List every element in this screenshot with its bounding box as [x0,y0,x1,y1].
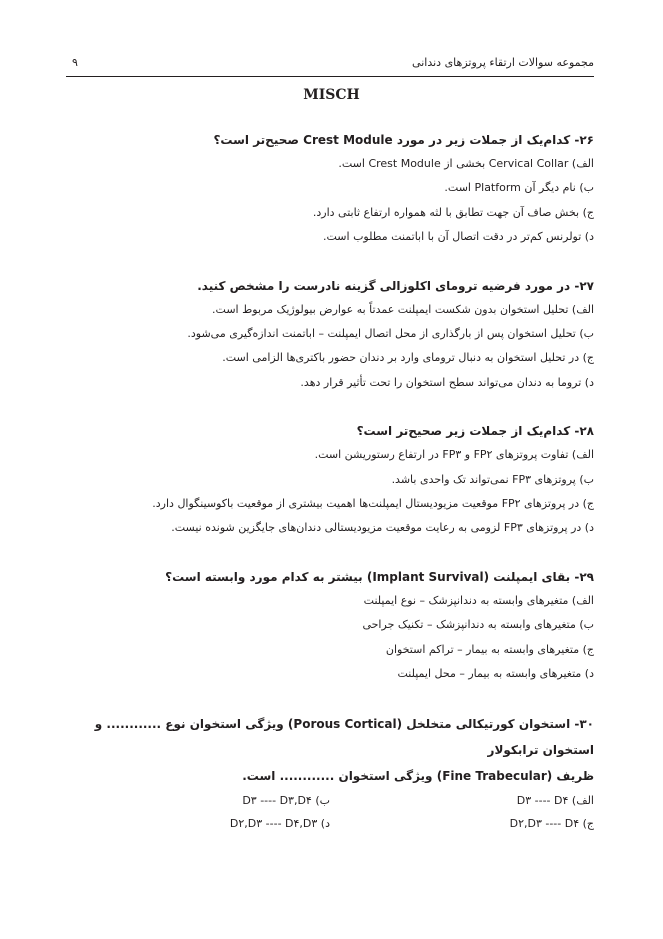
question-list [66,128,594,859]
question-27 [66,274,594,396]
option-alef: الف) تحلیل استخوان بدون شکست ایمپلنت عمدتاً به عوارض بیولوژیک مربوط است. [212,302,594,316]
option-dal: د) متغیرهای وابسته به بیمار – محل ایمپلنت [397,667,594,681]
option-alef: الف) تفاوت پروتزهای FP۲ و FP۳ در ارتفاع رستوریشن است. [314,448,594,462]
option-jim: ج) D۲,D۳ ---- D۴ [509,816,594,830]
option-alef: الف) D۳ ---- D۴ [516,793,594,807]
option-jim: ج) متغیرهای وابسته به بیمار – تراکم استخوان [385,642,594,656]
option-be: ب) D۳ ---- D۳,D۴ [242,793,330,807]
question-text: ۲۹- بقای ایمپلنت (Implant Survival) بیشتر به کدام مورد وابسته است؟ [165,569,594,584]
question-29 [66,565,594,687]
option-grid [66,789,594,835]
page-header [66,56,594,74]
book-title: مجموعه سوالات ارتقاء پروتزهای دندانی [412,56,594,69]
page-number: ۹ [72,56,78,69]
question-28 [66,419,594,541]
option-alef: الف) Cervical Collar بخشی از Crest Module است. [338,157,594,170]
option-alef: الف) متغیرهای وابسته به دندانپزشک – نوع ایمپلنت [363,593,594,607]
question-text: ۲۶- کدام‌یک از جملات زیر در مورد Crest Module صحیح‌تر است؟ [213,133,594,147]
option-dal: د) D۲,D۳ ---- D۴,D۳ [229,816,330,830]
section-title: MISCH [303,87,360,103]
question-text: ۲۸- کدام‌یک از جملات زیر صحیح‌تر است؟ [356,424,594,439]
question-text: ۳۰- استخوان کورتیکالی متخلخل (Porous Cortical) ویژگی استخوان نوع ............ و استخوان ترابکولار [94,716,594,757]
option-be: ب) نام دیگر آن Platform است. [444,181,594,195]
option-dal: د) تولرنس کم‌تر در دقت اتصال آن با اباتمنت مطلوب است. [323,230,594,244]
question-26 [66,128,594,250]
option-dal: د) در پروتزهای FP۳ لزومی به رعایت موقعیت مزیودیستالی دندان‌های جایگزین شونده نیست. [171,521,594,535]
option-be: ب) متغیرهای وابسته به دندانپزشک – تکنیک جراحی [362,618,594,632]
option-be: ب) پروتزهای FP۳ نمی‌تواند تک واحدی باشد. [391,472,594,486]
question-text-continued: ظریف (Fine Trabecular) ویژگی استخوان ............ است. [242,768,594,783]
question-text: ۲۷- در مورد فرضیه ترومای اکلوزالی گزینه نادرست را مشخص کنید. [197,278,594,293]
question-30 [66,711,594,835]
option-be: ب) تحلیل استخوان پس از بارگذاری از محل اتصال ایمپلنت – اباتمنت اندازه‌گیری می‌شود. [187,327,594,341]
header-divider [66,76,594,77]
option-jim: ج) بخش صاف آن جهت تطابق با لثه همواره ارتفاع ثابتی دارد. [312,205,594,219]
option-jim: ج) در پروتزهای FP۲ موقعیت مزیودیستال ایمپلنت‌ها اهمیت بیشتری از موقعیت باکوسینگوال دارد. [152,497,594,511]
option-dal: د) تروما به دندان می‌تواند سطح استخوان را تحت تأثیر قرار دهد. [300,375,594,389]
option-jim: ج) در تحلیل استخوان به دنبال ترومای وارد بر دندان حضور باکتری‌ها الزامی است. [222,351,594,365]
